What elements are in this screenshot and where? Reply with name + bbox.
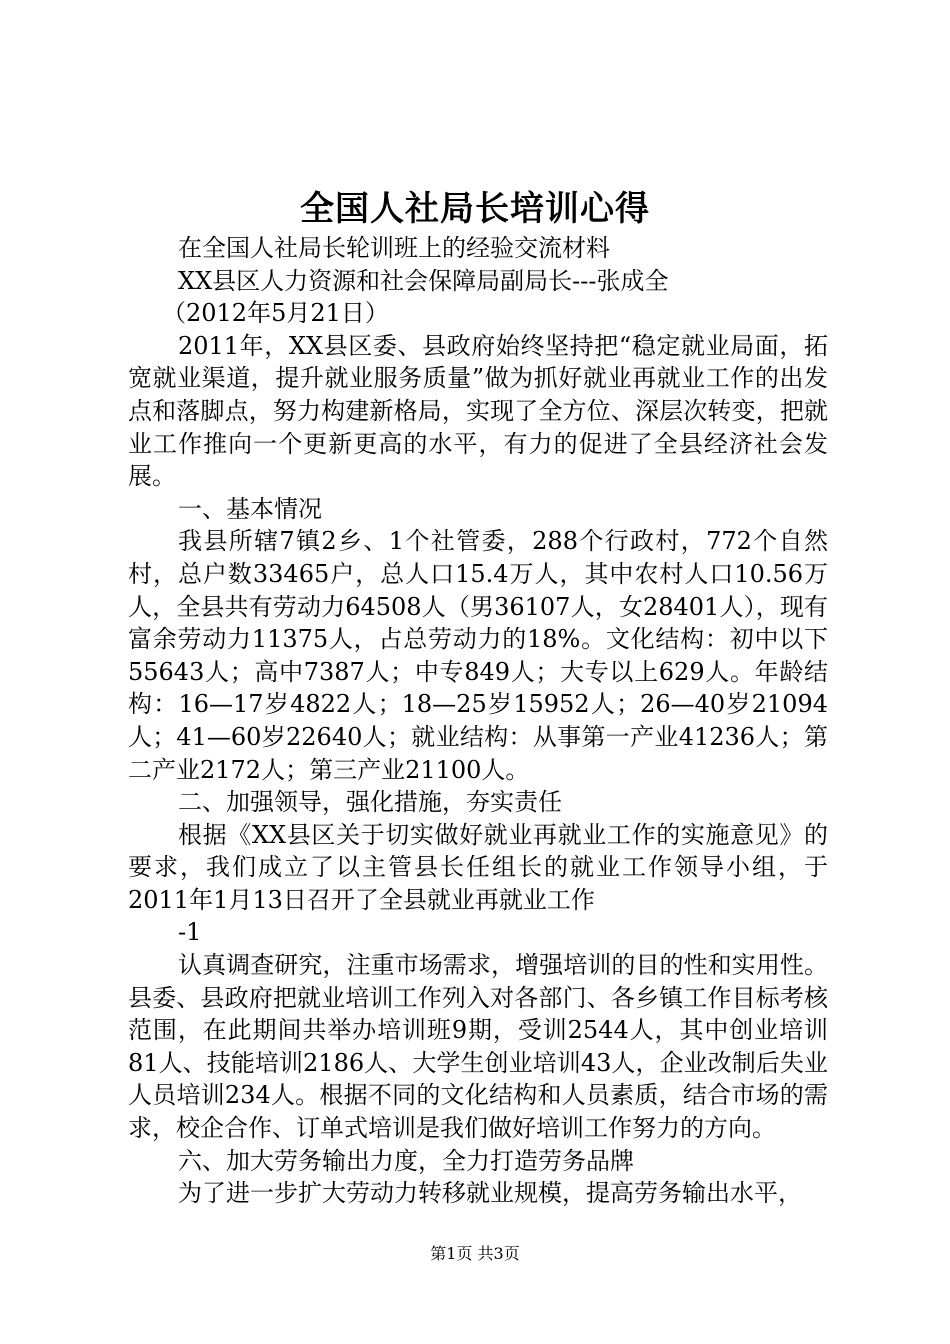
subtitle: 在全国人社局长轮训班上的经验交流材料 <box>178 234 610 262</box>
paragraph-leadership: 根据《XX县区关于切实做好就业再就业工作的实施意见》的要求，我们成立了以主管县长任组长的就业工作领导小组，于2011年1月13日召开了全县就业再就业工作 <box>128 820 828 914</box>
document-body <box>128 232 828 1210</box>
page-footer: 第1页 共3页 <box>430 1244 520 1263</box>
section-heading-leadership: 二、加强领导，强化措施，夯实责任 <box>178 788 562 817</box>
paragraph-basic-situation: 我县所辖7镇2乡、1个社管委，288个行政村，772个自然村，总户数33465户，总人口15.4万人，其中农村人口10.56万人，全县共有劳动力64508人（男36107人，女28401人），现有富余劳动力11375人，占总劳动力的18%。文化结构：初中以下55643人；高中7387人；中专849人；大专以上629人。年龄结构：16—17岁4822人；18—25岁15952人；26—40岁21094人；41—60岁22640人；就业结构：从事第一产业41236人；第二产业2172人；第三产业21100人。 <box>128 527 828 784</box>
section-heading-basic-situation: 一、基本情况 <box>178 494 322 523</box>
date-line: （2012年5月21日） <box>162 299 389 328</box>
section-heading-labor-export: 六、加大劳务输出力度，全力打造劳务品牌 <box>178 1146 634 1175</box>
paragraph-labor-export: 为了进一步扩大劳动力转移就业规模，提高劳务输出水平， <box>178 1179 802 1208</box>
document-title: 全国人社局长培训心得 <box>300 189 650 229</box>
paragraph-training: 认真调查研究，注重市场需求，增强培训的目的性和实用性。县委、县政府把就业培训工作列入对各部门、各乡镇工作目标考核范围，在此期间共举办培训班9期，受训2544人，其中创业培训81人、技能培训2186人、大学生创业培训43人，企业改制后失业人员培训234人。根据不同的文化结构和人员素质，结合市场的需求，校企合作、订单式培训是我们做好培训工作努力的方向。 <box>128 951 828 1143</box>
paragraph-intro: 2011年，XX县区委、县政府始终坚持把“稳定就业局面，拓宽就业渠道，提升就业服务质量”做为抓好就业再就业工作的出发点和落脚点，努力构建新格局，实现了全方位、深层次转变，把就业工作推向一个更新更高的水平，有力的促进了全县经济社会发展。 <box>128 331 828 491</box>
page-marker: -1 <box>178 918 202 947</box>
author-line: XX县区人力资源和社会保障局副局长---张成全 <box>178 266 669 295</box>
